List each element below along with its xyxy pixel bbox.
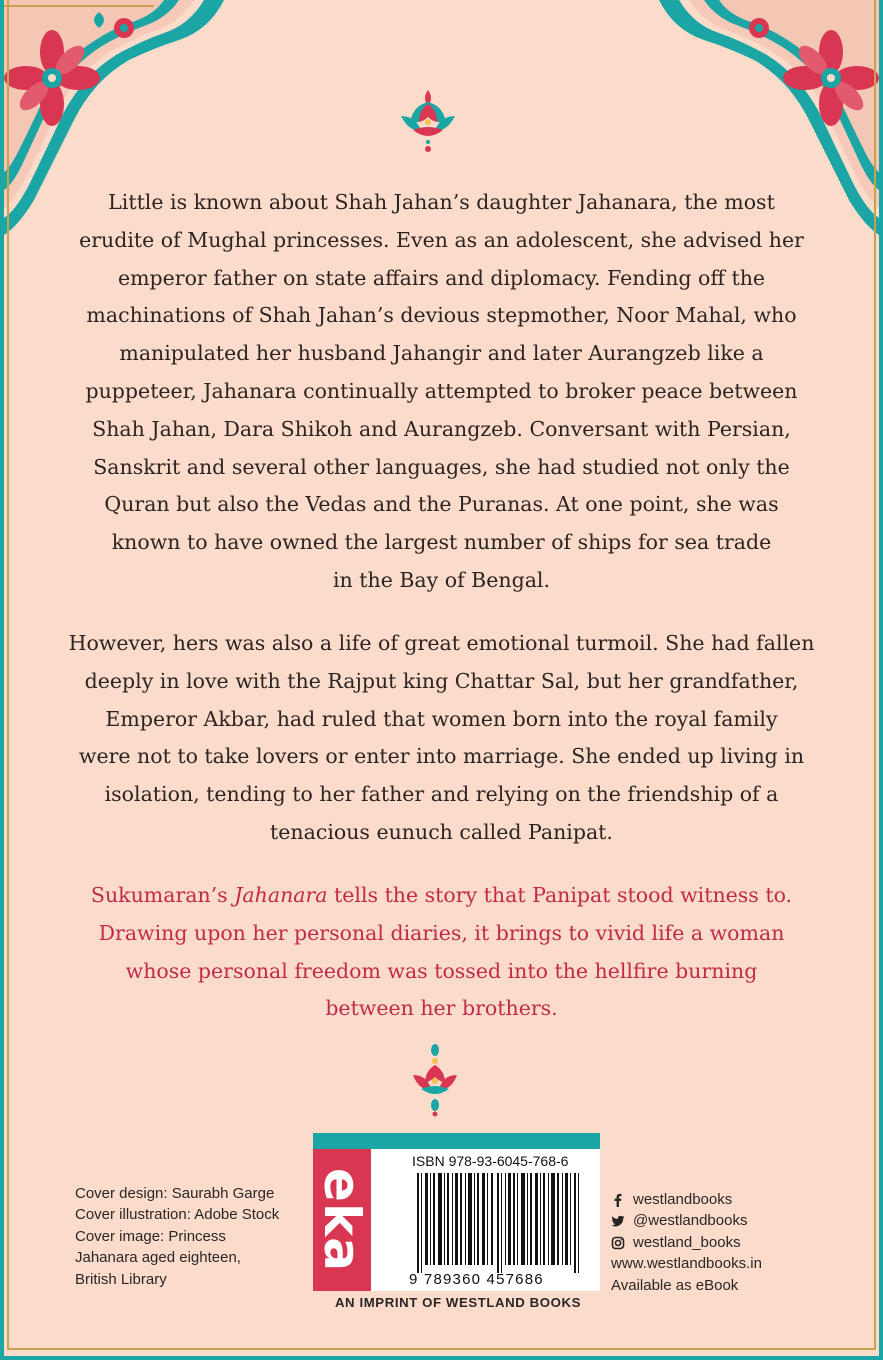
publisher-logo-text: eka <box>313 1168 371 1272</box>
twitter-icon <box>611 1214 625 1228</box>
description-paragraph-3 <box>64 877 819 1028</box>
author-name: Sukumaran’s <box>90 883 235 907</box>
book-back-cover <box>4 0 879 1356</box>
instagram-icon <box>611 1236 625 1250</box>
isbn-label: ISBN 978-93-6045-768-6 <box>412 1153 569 1169</box>
website-link[interactable]: www.westlandbooks.in <box>611 1255 762 1273</box>
lotus-motif-icon <box>393 82 463 157</box>
facebook-row <box>611 1189 762 1210</box>
book-title: Jahanara <box>234 883 328 907</box>
cover-credits <box>75 1183 279 1290</box>
twitter-row <box>611 1210 762 1231</box>
credit-illustration: Cover illustration: Adobe Stock <box>75 1206 280 1224</box>
facebook-icon <box>611 1193 625 1207</box>
barcode-bars <box>417 1173 587 1273</box>
instagram-handle: westland_books <box>633 1233 741 1251</box>
social-links <box>611 1189 762 1296</box>
credit-image-line: Cover image: Princess <box>75 1227 226 1245</box>
ebook-availability: Available as eBook <box>611 1276 739 1294</box>
barcode-panel <box>313 1133 600 1291</box>
isbn-digits: 9 789360 457686 <box>409 1271 544 1288</box>
instagram-row <box>611 1232 762 1253</box>
description-paragraph-1: Little is known about Shah Jahan’s daughter Jahanara, the most erudite of Mughal princesses. Even as an adolescent, she advised her emperor father on state affairs and diplomacy. Fending off the machinations of Shah Jahan’s devious stepmother, Noor Mahal, who manipulated her husband Jahangir and later Aurangzeb like a puppeteer, Jahanara continually attempted to broker peace between Shah Jahan, Dara Shikoh and Aurangzeb. Conversant with Persian, Sanskrit and several other languages, she had studied not only the Quran but also the Vedas and the Puranas. At one point, she was known to have owned the largest number of ships for sea trade in the Bay of Bengal. <box>79 190 804 592</box>
twitter-handle: @westlandbooks <box>633 1212 748 1230</box>
description-paragraph-2: However, hers was also a life of great emotional turmoil. She had fallen deeply in love with the Rajput king Chattar Sal, but her grandfather, Emperor Akbar, had ruled that women born into the royal family were not to take lovers or enter into marriage. She ended up living in isolation, tending to her father and relying on the friendship of a tenacious eunuch called Panipat. <box>68 631 815 844</box>
credit-image-line: British Library <box>75 1270 167 1288</box>
description-paragraph-3-rest: tells the story that Panipat stood witness to. Drawing upon her personal diaries, it brings to vivid life a woman whose personal freedom was tossed into the hellfire burning between her brothers. <box>98 883 793 1021</box>
lotus-motif-icon <box>407 1043 463 1119</box>
credit-image-line: Jahanara aged eighteen, <box>75 1249 241 1267</box>
credit-design: Cover design: Saurabh Garge <box>75 1185 275 1202</box>
barcode-top-strip <box>313 1133 600 1149</box>
facebook-handle: westlandbooks <box>633 1191 733 1208</box>
imprint-label: AN IMPRINT OF WESTLAND BOOKS <box>334 1295 582 1310</box>
publisher-logo <box>313 1149 371 1291</box>
